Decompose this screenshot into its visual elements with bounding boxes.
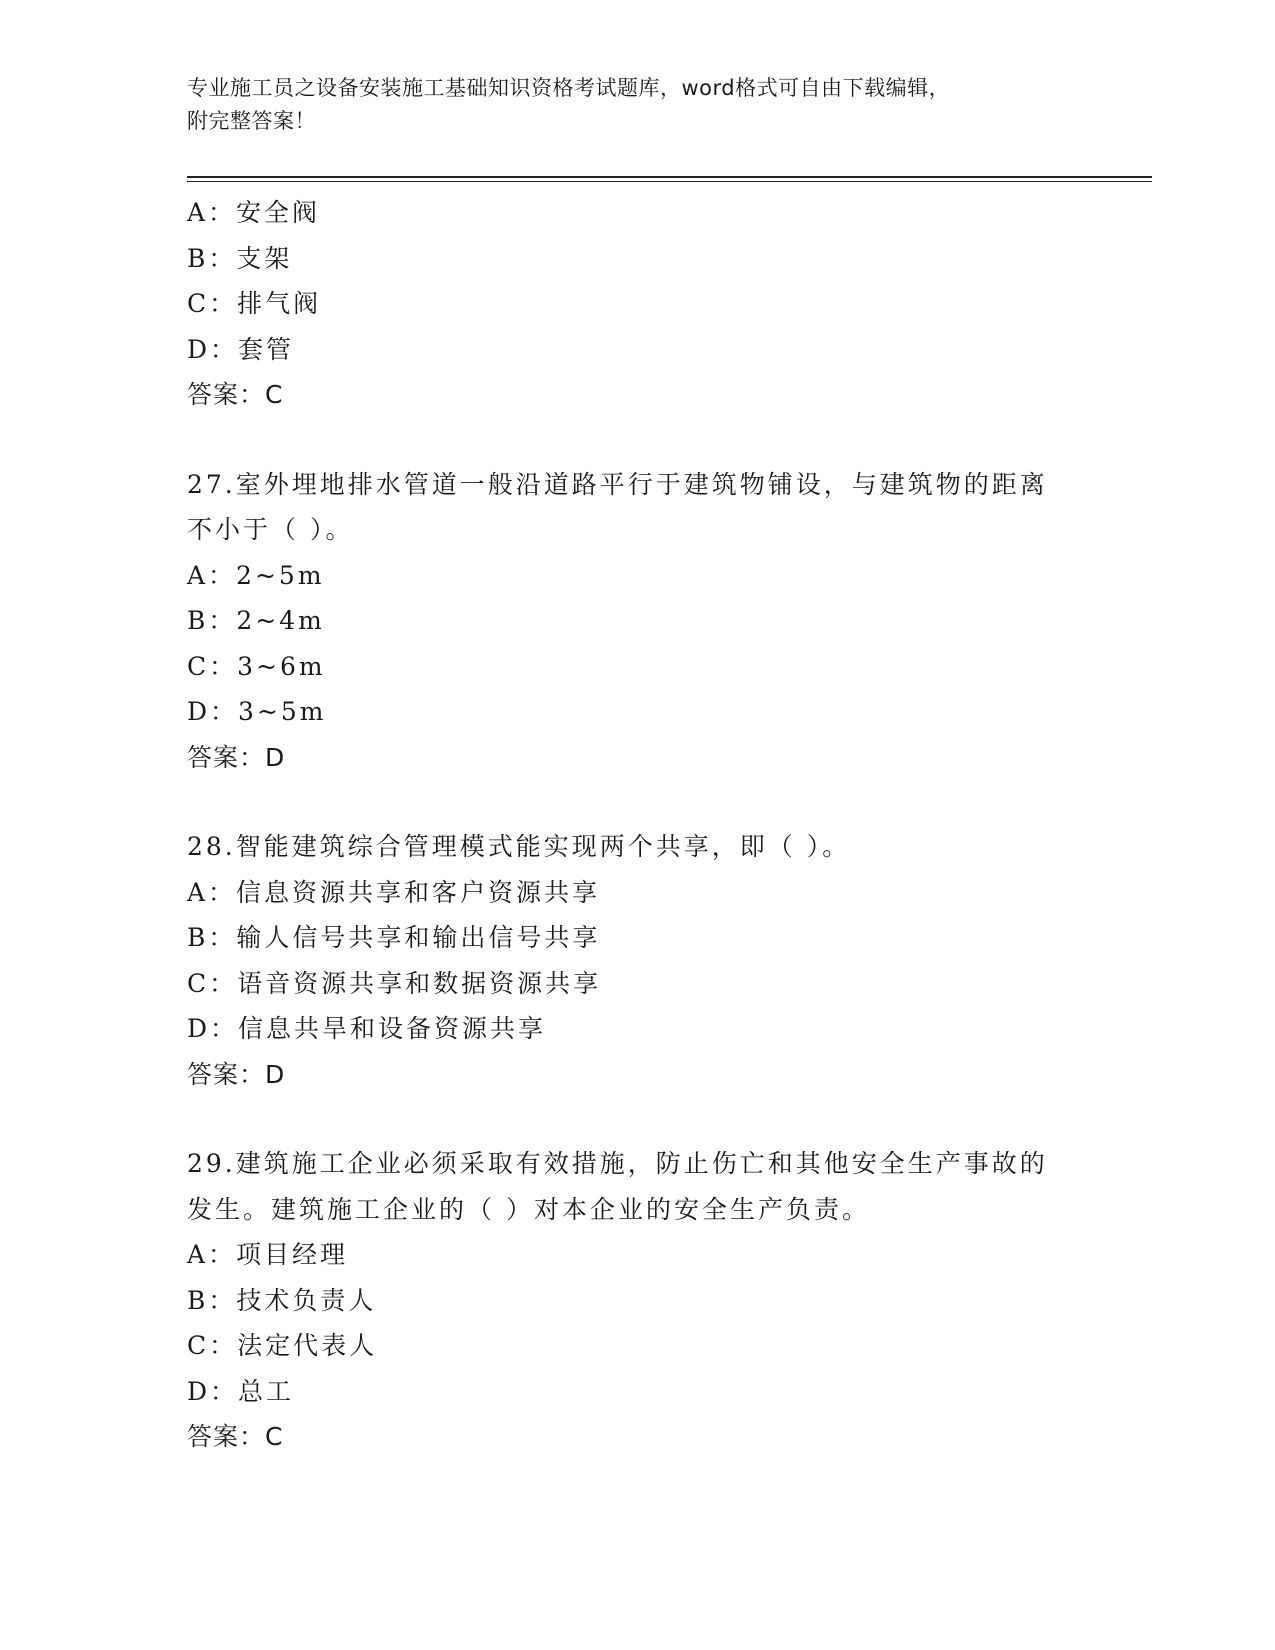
question-28 bbox=[187, 824, 1087, 1097]
header-divider bbox=[187, 176, 1152, 182]
option-a: A：项目经理 bbox=[187, 1240, 349, 1269]
option-d: D：3~5m bbox=[187, 697, 327, 726]
question-stem-line-1: 29.建筑施工企业必须采取有效措施，防止伤亡和其他安全生产事故的 bbox=[187, 1149, 1048, 1178]
question-stem-line-1: 27.室外埋地排水管道一般沿道路平行于建筑物铺设，与建筑物的距离 bbox=[187, 469, 1048, 499]
answer-line: 答案：D bbox=[187, 742, 286, 772]
option-b: B：技术负责人 bbox=[187, 1285, 377, 1315]
option-c: C：法定代表人 bbox=[187, 1331, 378, 1360]
option-d: D：套管 bbox=[187, 334, 295, 364]
option-c: C：3~6m bbox=[187, 651, 326, 681]
option-a: A：2~5m bbox=[187, 560, 325, 590]
option-a: A：安全阀 bbox=[187, 198, 321, 227]
question-29 bbox=[187, 1141, 1087, 1460]
option-d: D：信息共旱和设备资源共享 bbox=[187, 1014, 547, 1043]
document-header bbox=[187, 72, 1087, 138]
question-26 bbox=[187, 190, 1087, 418]
question-stem-line-2: 不小于（ ）。 bbox=[187, 515, 354, 544]
option-d: D：总工 bbox=[187, 1376, 295, 1406]
option-c: C：语音资源共享和数据资源共享 bbox=[187, 968, 602, 998]
spacer bbox=[187, 780, 1087, 824]
spacer bbox=[187, 1097, 1087, 1141]
answer-line: 答案：C bbox=[187, 1422, 284, 1451]
question-stem-line-2: 发生。建筑施工企业的（ ）对本企业的安全生产负责。 bbox=[187, 1194, 870, 1224]
answer-line: 答案：C bbox=[187, 380, 284, 409]
header-line-1: 专业施工员之设备安装施工基础知识资格考试题库，word格式可自由下载编辑， bbox=[187, 76, 951, 100]
option-a: A：信息资源共享和客户资源共享 bbox=[187, 877, 601, 907]
option-c: C：排气阀 bbox=[187, 289, 322, 318]
header-line-2: 附完整答案！ bbox=[187, 109, 316, 133]
option-b: B：支架 bbox=[187, 243, 293, 273]
question-list bbox=[187, 190, 1087, 1460]
spacer bbox=[187, 418, 1087, 462]
question-stem-line-1: 28.智能建筑综合管理模式能实现两个共享，即（ ）。 bbox=[187, 832, 851, 861]
option-b: B：输人信号共享和输出信号共享 bbox=[187, 923, 601, 952]
answer-line: 答案：D bbox=[187, 1059, 286, 1089]
question-27 bbox=[187, 462, 1087, 781]
option-b: B：2~4m bbox=[187, 606, 325, 635]
